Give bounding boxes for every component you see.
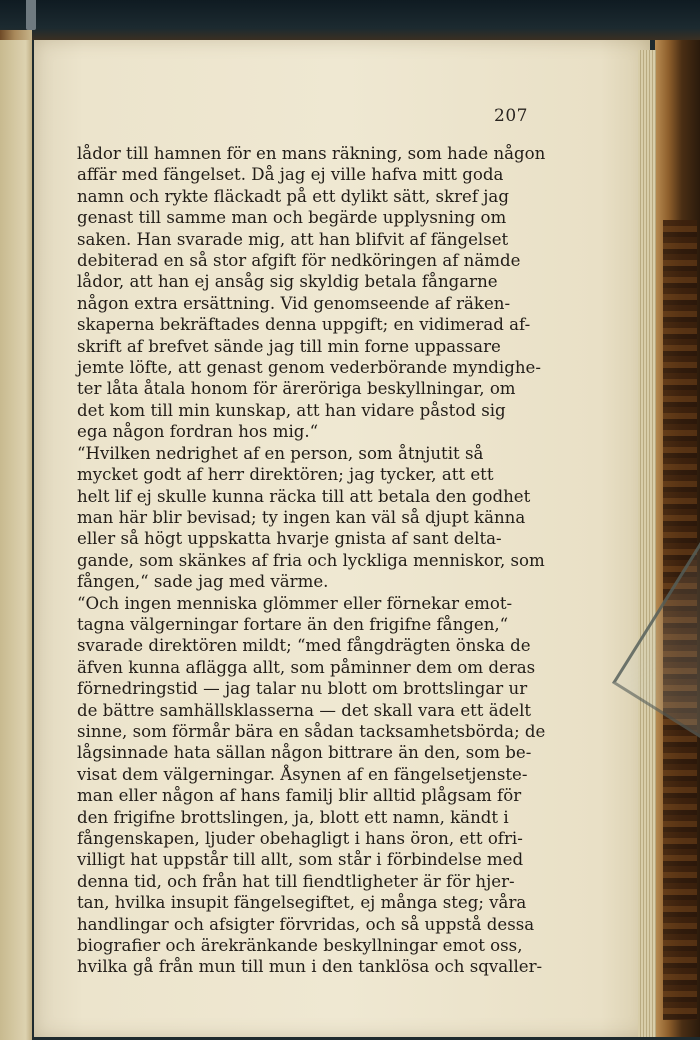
text-line: fångenskapen, ljuder obehagligt i hans öron, ett ofri- [77, 829, 523, 848]
text-line: genast till samme man och begärde upplysning om [77, 208, 507, 228]
text-line: hvilka gå från mun till mun i den tanklösa och sqvaller- [77, 957, 543, 977]
book-cover-right [655, 40, 700, 1037]
text-line: äfven kunna aflägga allt, som påminner dem om deras [77, 657, 536, 677]
clip-shape [26, 0, 36, 30]
text-line: man eller någon af hans familj blir alltid plågsam för [77, 786, 522, 806]
text-line: någon extra ersättning. Vid genomseende af räken- [77, 293, 511, 313]
text-line: namn och rykte fläckadt på ett dylikt sätt, skref jag [77, 186, 509, 206]
text-line: man här blir bevisad; ty ingen kan väl så djupt känna [77, 507, 526, 527]
text-line: helt lif ej skulle kunna räcka till att betala den godhet [77, 486, 531, 506]
text-line: saken. Han svarade mig, att han blifvit af fängelset [77, 229, 509, 249]
text-line: handlingar och afsigter förvridas, och så uppstå dessa [77, 914, 535, 934]
text-line: tan, hvilka insupit fängelsegiftet, ej många steg; våra [77, 893, 527, 913]
left-page-edge [0, 40, 32, 1040]
text-line: förnedringstid — jag talar nu blott om brottslingar ur [77, 679, 528, 699]
text-line: skaperna bekräftades denna uppgift; en vidimerad af- [77, 315, 531, 335]
text-line: tagna välgerningar fortare än den frigifne fången,“ [77, 614, 509, 634]
page-stack-edges [638, 50, 656, 1037]
background-top [0, 0, 700, 40]
text-line: lådor, att han ej ansåg sig skyldig betala fångarne [77, 272, 498, 292]
text-line: denna tid, och från hat till fiendtligheter är för hjer- [77, 871, 515, 891]
text-line: visat dem välgerningar. Åsynen af en fängelsetjenste- [77, 764, 528, 784]
text-line: villigt hat uppstår till allt, som står i förbindelse med [77, 850, 524, 870]
text-line: “Hvilken nedrighet af en person, som åtnjutit så [77, 443, 484, 463]
text-line: det kom till min kunskap, att han vidare påstod sig [77, 400, 506, 420]
text-line: “Och ingen menniska glömmer eller förnekar emot- [77, 593, 513, 613]
text-line: lågsinnade hata sällan någon bittrare än den, som be- [77, 743, 532, 763]
text-line: svarade direktören mildt; “med fångdrägten önska de [77, 636, 531, 656]
text-line: ter låta åtala honom för ärerörigа beskyllningar, om [77, 379, 516, 399]
text-line: ega någon fordran hos mig.“ [77, 422, 319, 442]
text-line: lådor till hamnen för en mans räkning, som hade någon [77, 144, 546, 163]
page-number: 207 [494, 106, 528, 126]
text-line: gande, som skänkes af fria och lyckliga menniskor, som [77, 550, 545, 570]
text-line: affär med fängelset. Då jag ej ville hafva mitt goda [77, 165, 504, 185]
text-line: fången,“ sade jag med värme. [77, 572, 329, 592]
text-line: sinne, som förmår bära en sådan tacksamhetsbörda; de [77, 721, 546, 741]
text-line: de bättre samhällsklasserna — det skall vara ett ädelt [77, 700, 532, 720]
text-line: jemte löfte, att genast genom vederbörande myndighe- [77, 358, 541, 378]
text-line: den frigifne brottslingen, ja, blott ett namn, kändt i [77, 807, 509, 827]
text-line: debiterad en så stor afgift för nedköringen af nämde [77, 251, 521, 271]
text-line: eller så högt uppskatta hvarje gnista af sant delta- [77, 529, 502, 549]
text-line: mycket godt af herr direktören; jag tycker, att ett [77, 465, 494, 485]
text-line: biografier och ärekränkande beskyllningar emot oss, [77, 936, 523, 956]
body-text [77, 143, 547, 978]
text-line: skrift af brefvet sände jag till min forne uppassare [77, 336, 501, 356]
